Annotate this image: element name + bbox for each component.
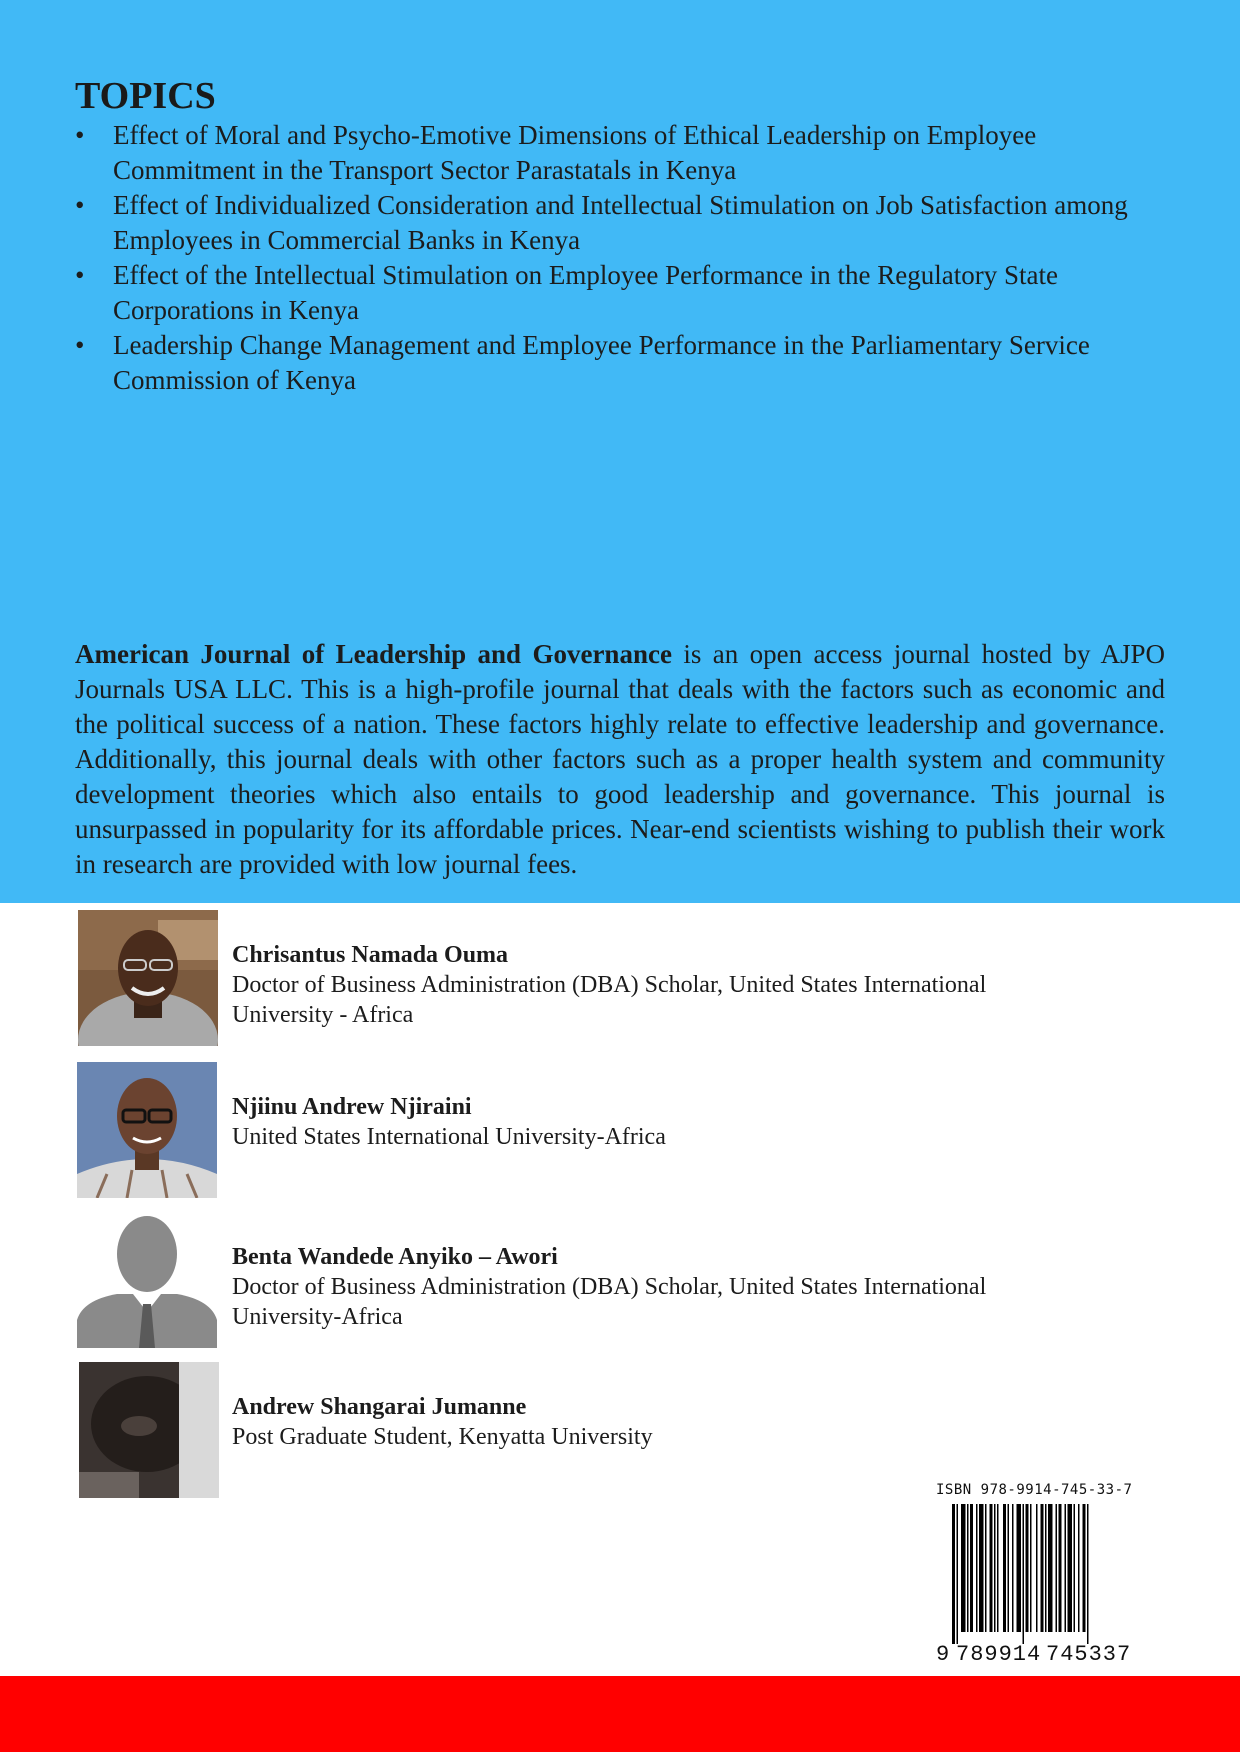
- isbn-label: ISBN 978-9914-745-33-7: [936, 1482, 1133, 1498]
- author-affiliation: Doctor of Business Administration (DBA) Scholar, United States International: [232, 972, 987, 998]
- bullet-icon: •: [75, 120, 85, 150]
- author-affiliation: Post Graduate Student, Kenyatta University: [232, 1424, 653, 1450]
- barcode-bar: [1003, 1504, 1006, 1632]
- author-entry: [0, 1362, 1240, 1502]
- barcode-bar: [952, 1504, 955, 1644]
- bullet-icon: •: [75, 260, 85, 290]
- topic-item: [75, 188, 1175, 258]
- barcode-bar: [1017, 1504, 1022, 1632]
- barcode-bar: [985, 1504, 987, 1632]
- barcode-bar: [1087, 1504, 1089, 1644]
- author-info: [232, 940, 1052, 1030]
- bullet-icon: •: [75, 190, 85, 220]
- author-affiliation: University - Africa: [232, 1002, 414, 1028]
- author-affiliation: United States International University-Africa: [232, 1124, 666, 1150]
- topic-item: [75, 328, 1175, 398]
- barcode-bar: [957, 1504, 959, 1644]
- barcode-digits-right: 745337: [1046, 1642, 1132, 1662]
- author-name: Andrew Shangarai Jumanne: [232, 1394, 527, 1420]
- barcode-bar: [967, 1504, 969, 1632]
- barcode-bar: [1008, 1504, 1010, 1632]
- journal-name: American Journal of Leadership and Governance: [75, 639, 672, 669]
- topics-list: [75, 118, 1175, 398]
- barcode-bar: [976, 1504, 978, 1632]
- journal-description: [75, 637, 1165, 882]
- barcode-digits-left: 789914: [956, 1642, 1042, 1662]
- author-entry: [0, 1212, 1240, 1352]
- barcode-bar: [979, 1504, 984, 1632]
- footer-bar: [0, 1676, 1240, 1752]
- barcode-bar: [1041, 1504, 1044, 1632]
- author-name: Benta Wandede Anyiko – Awori: [232, 1244, 558, 1270]
- author-entry: [0, 1062, 1240, 1202]
- topic-text: Effect of the Intellectual Stimulation on Employee Performance in the Regulatory State Corporations in Kenya: [113, 260, 1058, 325]
- author-name: Chrisantus Namada Ouma: [232, 942, 509, 968]
- barcode-bar: [1059, 1504, 1062, 1632]
- barcode-bar: [994, 1504, 996, 1632]
- topic-text: Effect of Moral and Psycho-Emotive Dimensions of Ethical Leadership on Employee Commitment in the Transport Sector Parastatals in Kenya: [113, 120, 1037, 185]
- barcode-bar: [1078, 1504, 1080, 1632]
- barcode-bar: [1030, 1504, 1032, 1632]
- barcode-bar: [1056, 1504, 1058, 1632]
- barcode-digit-first: 9: [936, 1642, 950, 1662]
- author-entry: [0, 910, 1240, 1050]
- author-info: [232, 1092, 1052, 1152]
- barcode-icon: [934, 1504, 1144, 1662]
- barcode-bar: [1023, 1504, 1025, 1644]
- barcode-bar: [1036, 1504, 1038, 1632]
- barcode-bar: [970, 1504, 973, 1632]
- barcode-bar: [1074, 1504, 1076, 1632]
- topic-item: [75, 118, 1175, 188]
- barcode-bar: [1048, 1504, 1053, 1632]
- barcode-bar: [961, 1504, 966, 1632]
- topic-item: [75, 258, 1175, 328]
- barcode-bar: [1026, 1504, 1029, 1632]
- author-affiliation: Doctor of Business Administration (DBA) Scholar, United States International: [232, 1274, 987, 1300]
- author-photo: [78, 910, 218, 1046]
- topic-text: Effect of Individualized Consideration and Intellectual Stimulation on Job Satisfaction among Employees in Commercial Banks in Kenya: [113, 190, 1128, 255]
- author-info: [232, 1392, 1052, 1452]
- barcode-bar: [997, 1504, 999, 1632]
- author-affiliation: University-Africa: [232, 1304, 403, 1330]
- barcode-bar: [1065, 1504, 1067, 1632]
- barcode-bar: [990, 1504, 993, 1632]
- bullet-icon: •: [75, 330, 85, 360]
- barcode-bar: [1012, 1504, 1014, 1632]
- author-photo: [77, 1062, 217, 1198]
- avatar-placeholder-icon: [77, 1212, 217, 1348]
- topic-text: Leadership Change Management and Employee Performance in the Parliamentary Service Commission of Kenya: [113, 330, 1090, 395]
- topics-heading: TOPICS: [75, 75, 216, 117]
- author-photo: [79, 1362, 219, 1498]
- barcode-bar: [1083, 1504, 1086, 1632]
- author-name: Njiinu Andrew Njiraini: [232, 1094, 472, 1120]
- barcode-bar: [1068, 1504, 1073, 1632]
- journal-description-text: is an open access journal hosted by AJPO Journals USA LLC. This is a high-profile journal that deals with the factors such as economic and the political success of a nation. These factors highly relate to effective leadership and governance. Additionally, this journal deals with other factors such as a proper health system and community development theories which also entails to good leadership and governance. This journal is unsurpassed in popularity for its affordable prices. Near-end scientists wishing to publish their work in research are provided with low journal fees.: [75, 639, 1165, 879]
- author-info: [232, 1242, 1052, 1332]
- barcode-bar: [1045, 1504, 1047, 1632]
